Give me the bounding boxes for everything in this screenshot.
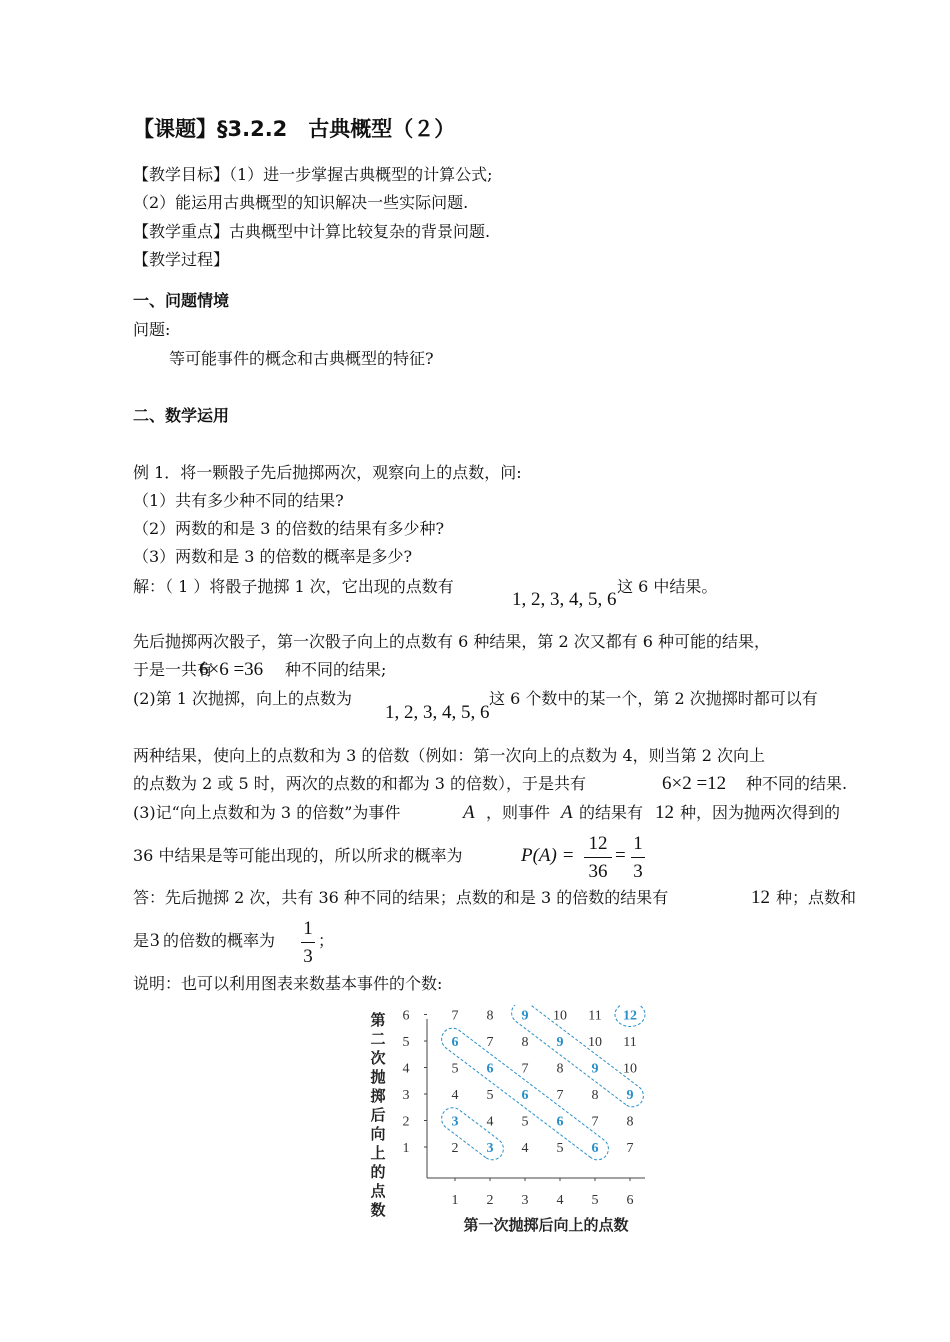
- sum-cell-value: 10: [623, 1061, 637, 1077]
- sum-cell-value: 7: [521, 1061, 529, 1077]
- y-axis-label-char: 次: [370, 1049, 386, 1067]
- sum-cell-value: 6: [486, 1061, 494, 1077]
- solution-part1-math: 1, 2, 3, 4, 5, 6: [512, 589, 617, 610]
- probability-expression: [521, 846, 574, 865]
- answer-fraction: [301, 919, 315, 966]
- teaching-process-heading: 【教学过程】: [133, 250, 230, 269]
- sum-cell-value: 4: [451, 1088, 459, 1103]
- sum-cell-value: 10: [553, 1008, 567, 1024]
- y-axis-label-char: 掷: [370, 1087, 386, 1105]
- teaching-goals-line1: 【教学目标】（1）进一步掌握古典概型的计算公式;: [133, 165, 493, 184]
- sum-cell-value: 10: [588, 1035, 602, 1050]
- sum-cell-value: 3: [451, 1114, 459, 1130]
- example-1-statement: 例 1．将一颗骰子先后抛掷两次，观察向上的点数，问:: [133, 463, 522, 482]
- section-heading-problem: 一、问题情境: [133, 291, 230, 310]
- answer-count: 12: [751, 887, 770, 908]
- x-axis-label: 第一次抛掷后向上的点数: [463, 1216, 629, 1234]
- sum-cell-value: 8: [521, 1035, 529, 1050]
- solution-part3-line1a: (3)记“向上点数和为 3 的倍数”为事件: [133, 803, 401, 822]
- solution-part3-count: 12: [655, 802, 674, 823]
- sum-cell-value: 6: [556, 1114, 564, 1130]
- solution-part2-line3b: 种不同的结果.: [746, 774, 848, 793]
- sum-cell-value: 8: [626, 1114, 634, 1130]
- sum-cell-value: 9: [626, 1088, 634, 1103]
- y-tick-label: 1: [402, 1141, 410, 1156]
- solution-part2-math: 1, 2, 3, 4, 5, 6: [385, 702, 490, 723]
- sum-cell-value: 8: [591, 1088, 599, 1103]
- y-axis-label-char: 二: [370, 1030, 386, 1048]
- equals-sign: =: [615, 845, 626, 866]
- probability-label: P(A) =: [521, 845, 575, 866]
- solution-part3-line2: 36 中结果是等可能出现的，所以所求的概率为: [133, 846, 463, 865]
- teaching-goals-line2: （2）能运用古典概型的知识解决一些实际问题.: [133, 193, 469, 212]
- y-axis-label-char: 第: [370, 1011, 386, 1029]
- sum-cell-value: 3: [486, 1141, 494, 1156]
- sum-cell-value: 7: [556, 1088, 564, 1103]
- y-axis-label-char: 点: [370, 1182, 386, 1200]
- sum-cell-value: 12: [623, 1008, 637, 1024]
- note-text: 说明：也可以利用图表来数基本事件的个数:: [133, 974, 443, 993]
- solution-part3-line1d: 种，因为抛两次得到的: [680, 803, 841, 822]
- sum-cell-value: 5: [486, 1088, 494, 1103]
- y-tick-label: 5: [402, 1035, 410, 1050]
- answer-line1b: 种；点数和: [776, 888, 857, 907]
- y-axis-label-char: 数: [370, 1201, 386, 1219]
- sum-cell-value: 2: [451, 1141, 459, 1156]
- dice-sum-chart: [360, 1005, 660, 1237]
- solution-part2-math2: 6×2 =12: [662, 773, 727, 794]
- sum-cell-value: 4: [521, 1141, 529, 1156]
- fraction-denominator: 3: [633, 861, 643, 882]
- solution-part1b-line1: 先后抛掷两次骰子，第一次骰子向上的点数有 6 种结果，第 2 次又都有 6 种可能的结果，: [133, 632, 771, 651]
- solution-part1b-line2b: 种不同的结果;: [285, 660, 387, 679]
- solution-part1-text: 解：（ 1 ）将骰子抛掷 1 次，它出现的点数有: [133, 577, 454, 596]
- fraction-denominator: 36: [588, 861, 608, 882]
- solution-part1b-math: 6×6 =36: [199, 659, 264, 680]
- solution-part2-line1b: 这 6 个数中的某一个，第 2 次抛掷时都可以有: [489, 689, 818, 708]
- sum-cell-value: 5: [556, 1141, 564, 1156]
- solution-part1b-line2a: 于是一共有: [133, 660, 214, 679]
- sum-cell-value: 9: [521, 1008, 529, 1024]
- y-axis-label-char: 的: [370, 1163, 386, 1181]
- x-tick-label: 3: [521, 1193, 529, 1208]
- solution-part3-line1b: ，则事件: [486, 803, 551, 822]
- example-1-question-2: （2）两数的和是 3 的倍数的结果有多少种?: [133, 519, 445, 538]
- example-1-question-1: （1）共有多少种不同的结果?: [133, 491, 344, 510]
- sum-cell-value: 7: [486, 1035, 494, 1050]
- sum-cell-value: 9: [591, 1061, 599, 1077]
- question-label: 问题:: [133, 320, 171, 339]
- sum-cell-value: 5: [451, 1061, 459, 1077]
- page-title: 【课题】§3.2.2 古典概型（２）: [133, 117, 456, 141]
- sum-cell-value: 8: [556, 1061, 564, 1077]
- answer-line2a: 是: [133, 931, 150, 950]
- probability-fraction-1: [584, 834, 612, 881]
- answer-three: 3: [150, 930, 160, 951]
- sum-group-outline: [437, 1103, 508, 1164]
- solution-part2-line2: 两种结果，使向上的点数和为 3 的倍数（例如：第一次向上的点数为 4，则当第 2 次向上: [133, 746, 765, 765]
- y-axis-label-char: 上: [370, 1144, 386, 1162]
- event-a-symbol: A: [561, 802, 573, 823]
- fraction-numerator: 1: [633, 833, 643, 854]
- y-tick-label: 6: [402, 1008, 410, 1024]
- sum-cell-value: 4: [486, 1114, 494, 1130]
- question-text: 等可能事件的概念和古典概型的特征?: [169, 349, 434, 368]
- sum-cell-value: 9: [556, 1035, 564, 1050]
- solution-part2-line3a: 的点数为 2 或 5 时，两次的点数的和都为 3 的倍数），于是共有: [133, 774, 587, 793]
- sum-cell-value: 11: [623, 1035, 637, 1050]
- sum-cell-value: 6: [521, 1088, 529, 1103]
- fraction-denominator: 3: [303, 946, 313, 967]
- teaching-key-point: 【教学重点】古典概型中计算比较复杂的背景问题.: [133, 222, 491, 241]
- answer-line1a: 答：先后抛掷 2 次，共有 36 种不同的结果；点数的和是 3 的倍数的结果有: [133, 888, 669, 907]
- x-tick-label: 2: [486, 1193, 494, 1208]
- sum-cell-value: 7: [451, 1008, 459, 1024]
- x-tick-label: 1: [451, 1193, 459, 1208]
- probability-fraction-2: [631, 834, 645, 881]
- sum-cell-value: 6: [591, 1141, 599, 1156]
- solution-part2-line1a: (2)第 1 次抛掷，向上的点数为: [133, 689, 353, 708]
- sum-cell-value: 7: [626, 1141, 634, 1156]
- section-heading-application: 二、数学运用: [133, 406, 230, 425]
- solution-part3-line1c: 的结果有: [579, 803, 644, 822]
- sum-cell-value: 7: [591, 1114, 599, 1130]
- sum-cell-value: 8: [486, 1008, 494, 1024]
- fraction-numerator: 1: [303, 918, 313, 939]
- solution-part1-end: 这 6 中结果。: [617, 577, 718, 596]
- answer-line2c: ；: [318, 931, 335, 950]
- y-axis-label-char: 后: [370, 1106, 386, 1124]
- y-axis-label-char: 向: [370, 1125, 386, 1143]
- sum-cell-value: 6: [451, 1035, 459, 1050]
- y-tick-label: 3: [402, 1088, 410, 1103]
- y-tick-label: 4: [402, 1061, 410, 1077]
- y-axis-label-char: 抛: [370, 1068, 386, 1086]
- x-tick-label: 5: [591, 1193, 599, 1208]
- sum-cell-value: 11: [588, 1008, 602, 1024]
- sum-cell-value: 5: [521, 1114, 529, 1130]
- x-tick-label: 4: [556, 1193, 564, 1208]
- fraction-numerator: 12: [588, 833, 608, 854]
- answer-line2b: 的倍数的概率为: [163, 931, 276, 950]
- x-tick-label: 6: [626, 1193, 634, 1208]
- example-1-question-3: （3）两数和是 3 的倍数的概率是多少?: [133, 547, 413, 566]
- event-a-symbol: A: [463, 802, 475, 823]
- y-tick-label: 2: [402, 1114, 410, 1130]
